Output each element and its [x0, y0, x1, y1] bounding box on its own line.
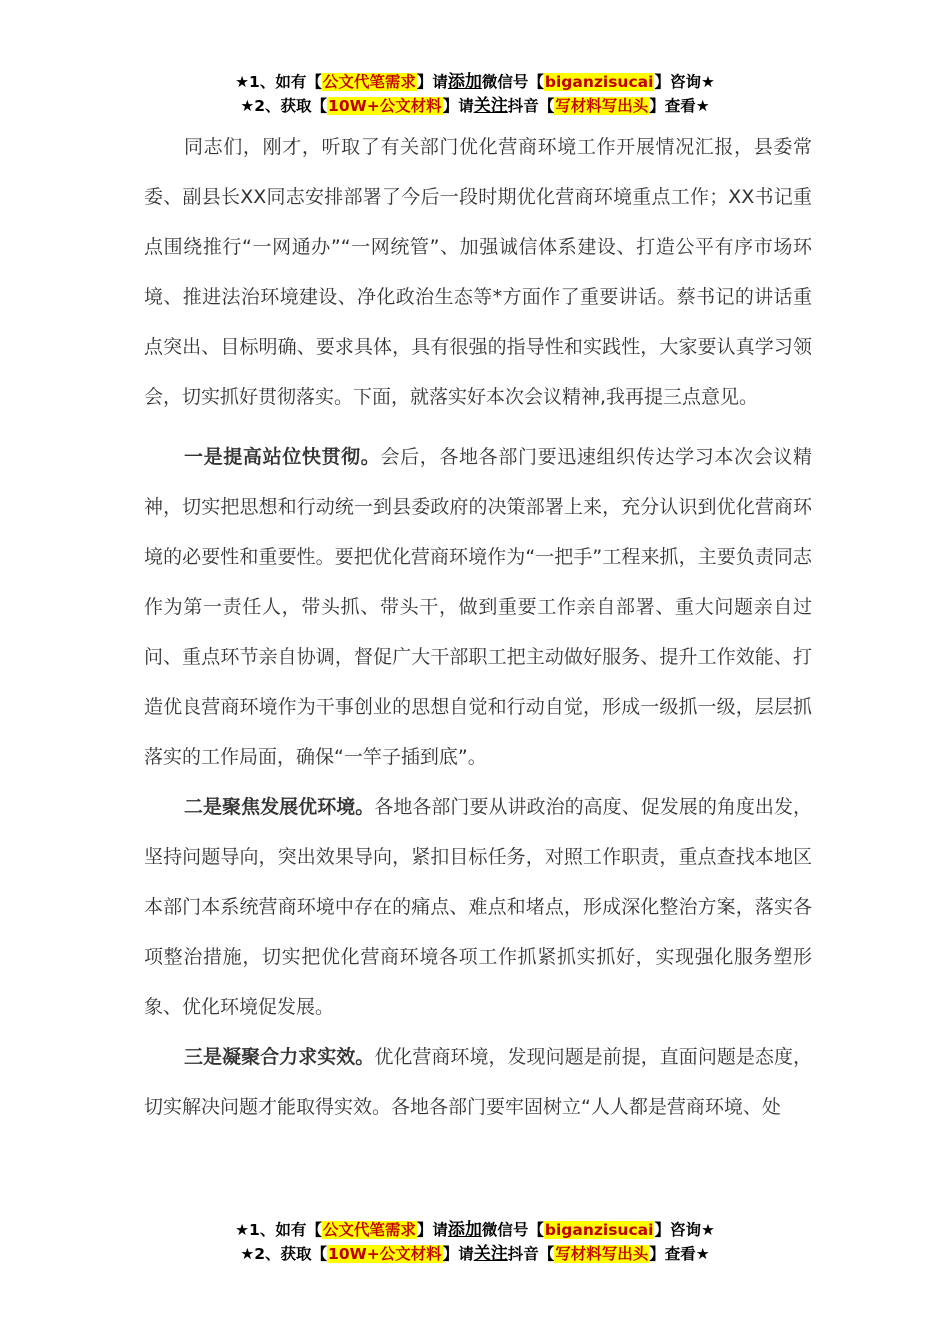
- highlight-wechat-id: biganzisucai: [544, 73, 654, 91]
- banner-text: 】请: [416, 1221, 448, 1239]
- highlight-service: 公文代笔需求: [322, 73, 416, 91]
- highlight-materials: 10W+公文材料: [328, 97, 442, 115]
- point-heading: 二是聚焦发展优环境。: [184, 796, 375, 818]
- highlight-douyin-id: 写材料写出头: [555, 1245, 649, 1263]
- banner-text: 】查看★: [649, 1245, 710, 1263]
- banner-text: 】请: [442, 1245, 474, 1263]
- paragraph-text: 各地各部门要从讲政治的高度、促发展的角度出发，坚持问题导向，突出效果导向，紧扣目标任务，对照工作职责，重点查找本地区本部门本系统营商环境中存在的痛点、难点和堵点，形成深化整治方案，落实各项整治措施，切实把优化营商环境各项工作抓紧抓实抓好，实现强化服务塑形象、优化环境促发展。: [144, 796, 812, 1018]
- underlined-word: 添加: [447, 72, 482, 92]
- banner-line-1: [0, 1218, 950, 1242]
- header-banner: [0, 70, 950, 118]
- banner-text: 】咨询★: [654, 1221, 715, 1239]
- banner-text: ★1、如有【: [235, 1221, 322, 1239]
- highlight-douyin-id: 写材料写出头: [555, 97, 649, 115]
- paragraph-text: 优化营商环境，发现问题是前提，直面问题是态度，切实解决问题才能取得实效。各地各部门要牢固树立“人人都是营商环境、处: [144, 1046, 812, 1118]
- document-body: [144, 122, 812, 1132]
- paragraph-intro: [144, 122, 812, 422]
- paragraph-text: 同志们，刚才，听取了有关部门优化营商环境工作开展情况汇报，县委常委、副县长XX同志安排部署了今后一段时期优化营商环境重点工作；XX书记重点围绕推行“一网通办”“一网统管”、加强诚信体系建设、打造公平有序市场环境、推进法治环境建设、净化政治生态等*方面作了重要讲话。蔡书记的讲话重点突出、目标明确、要求具体，具有很强的指导性和实践性，大家要认真学习领会，切实抓好贯彻落实。下面，就落实好本次会议精神,我再提三点意见。: [144, 136, 812, 408]
- banner-text: ★1、如有【: [235, 73, 322, 91]
- underlined-word: 关注: [473, 1244, 508, 1264]
- banner-text: 】查看★: [649, 97, 710, 115]
- banner-text: ★2、获取【: [240, 1245, 328, 1263]
- banner-text: 微信号【: [481, 73, 544, 91]
- banner-line-2: [0, 1242, 950, 1266]
- banner-text: 抖音【: [507, 1245, 555, 1263]
- highlight-service: 公文代笔需求: [322, 1221, 416, 1239]
- underlined-word: 添加: [447, 1220, 482, 1240]
- point-heading: 三是凝聚合力求实效。: [184, 1046, 375, 1068]
- paragraph-point-2: [144, 782, 812, 1032]
- banner-text: 】请: [416, 73, 448, 91]
- banner-text: 微信号【: [481, 1221, 544, 1239]
- banner-text: 】请: [442, 97, 474, 115]
- paragraph-point-1: [144, 432, 812, 782]
- banner-text: 抖音【: [507, 97, 555, 115]
- paragraph-text: 会后，各地各部门要迅速组织传达学习本次会议精神，切实把思想和行动统一到县委政府的决策部署上来，充分认识到优化营商环境的必要性和重要性。要把优化营商环境作为“一把手”工程来抓，主要负责同志作为第一责任人，带头抓、带头干，做到重要工作亲自部署、重大问题亲自过问、重点环节亲自协调，督促广大干部职工把主动做好服务、提升工作效能、打造优良营商环境作为干事创业的思想自觉和行动自觉，形成一级抓一级，层层抓落实的工作局面，确保“一竿子插到底”。: [144, 446, 812, 768]
- highlight-wechat-id: biganzisucai: [544, 1221, 654, 1239]
- footer-banner: [0, 1218, 950, 1266]
- banner-line-2: [0, 94, 950, 118]
- point-heading: 一是提高站位快贯彻。: [184, 446, 381, 468]
- paragraph-point-3: [144, 1032, 812, 1132]
- highlight-materials: 10W+公文材料: [328, 1245, 442, 1263]
- banner-text: ★2、获取【: [240, 97, 328, 115]
- banner-line-1: [0, 70, 950, 94]
- underlined-word: 关注: [473, 96, 508, 116]
- banner-text: 】咨询★: [654, 73, 715, 91]
